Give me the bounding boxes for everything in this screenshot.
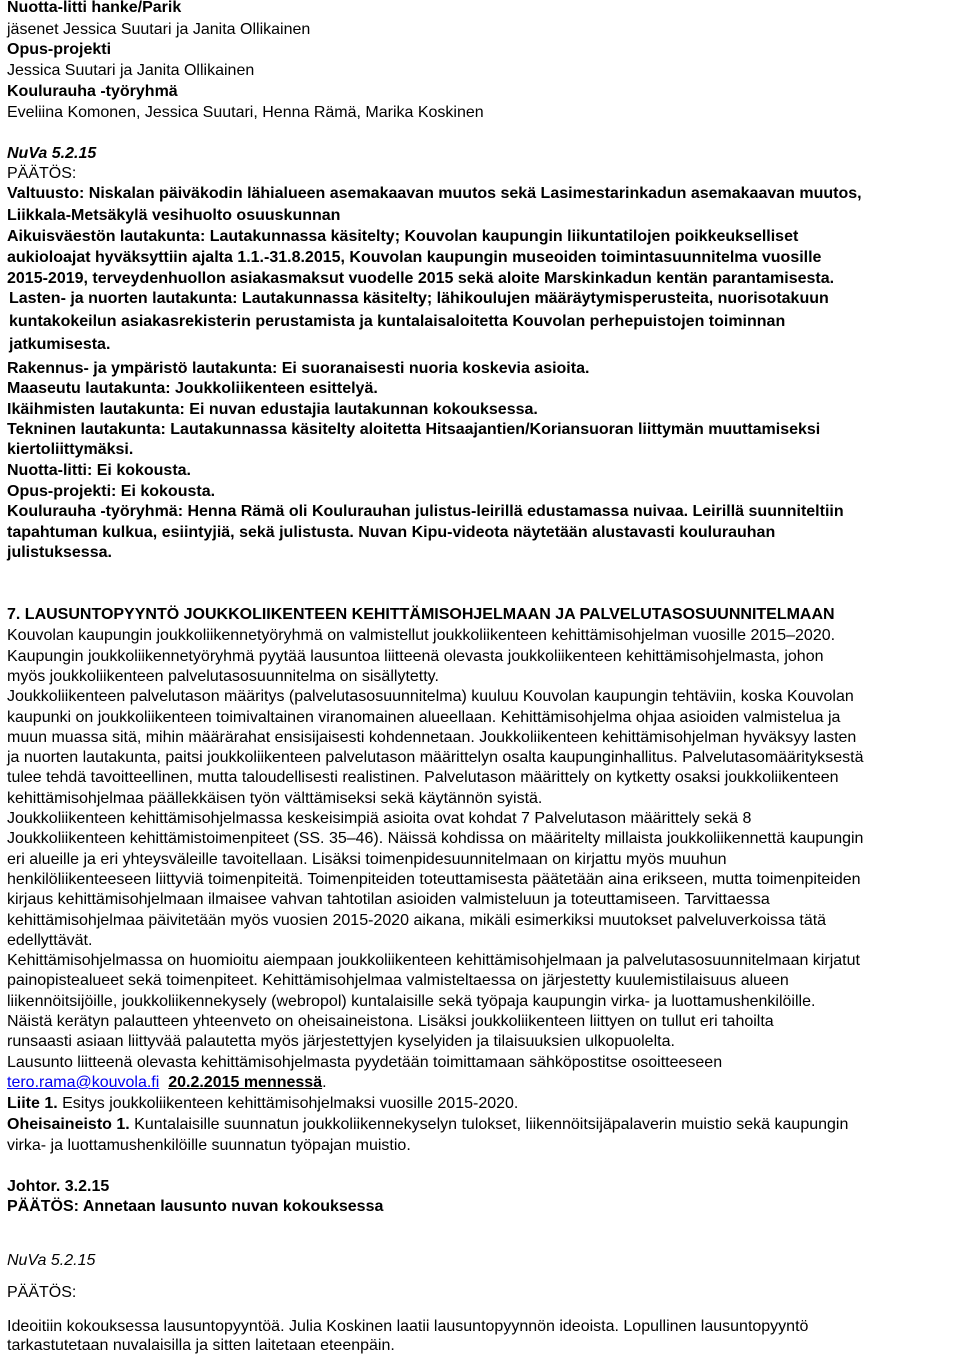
body-line: Näistä kerätyn palautteen yhteenveto on oheisaineistona. Lisäksi joukkoliikenteen liittyen on tullut eri tahoilta: [7, 1013, 774, 1030]
body-line: myös joukkoliikenteen palvelutasosuunnitelma on sisällytetty.: [7, 668, 439, 685]
supplement-text: Kuntalaisille suunnatun joukkoliikennekyselyn tulokset, liikennöitsijäpalaverin muistio sekä kaupungin: [129, 1116, 849, 1133]
body-line: tarkastutetaan nuvalaisilla ja sitten laitetaan eteenpäin.: [7, 1337, 395, 1354]
paatos-line: Koulurauha -työryhmä: Henna Rämä oli Koulurauhan julistus-leirillä edustamassa nuivaa. Leirillä suunniteltiin: [7, 503, 844, 520]
nuva-heading-2: NuVa 5.2.15: [7, 1252, 96, 1269]
body-line: Kaupungin joukkoliikennetyöryhmä pyytää lausuntoa liitteenä olevasta joukkoliikenteen kehittämisohjelmasta, johon: [7, 648, 824, 665]
body-line: Joukkoliikenteen kehittämistoimenpiteet (SS. 35–46). Näissä kohdissa on määritelty millaista joukkoliikennettä kaupungin: [7, 830, 864, 847]
body-line: edellyttävät.: [7, 932, 93, 949]
body-line: painopistealueet sekä toimenpiteet. Kehittämisohjelmaa valmisteltaessa on järjestetty kuulemistilaisuus alueen: [7, 972, 789, 989]
supplement-label: Oheisaineisto 1.: [7, 1116, 130, 1133]
supplement-line: [7, 1115, 848, 1135]
supplement-line-2: virka- ja luottamushenkilöille suunnatun työpajan muistio.: [7, 1137, 411, 1154]
attachment-line: [7, 1094, 518, 1114]
paatos-line: Ikäihmisten lautakunta: Ei nuvan edustajia lautakunnan kokouksessa.: [7, 401, 538, 418]
paatos-line: Maaseutu lautakunta: Joukkoliikenteen esittelyä.: [7, 380, 378, 397]
paatos-line: Nuotta-litti: Ei kokousta.: [7, 462, 191, 479]
body-line: Lausunto liitteenä olevasta kehittämisohjelmasta pyydetään toimittamaan sähköpostitse osoitteeseen: [7, 1054, 723, 1071]
attachment-label: Liite 1.: [7, 1095, 58, 1112]
johtor-decision: PÄÄTÖS: Annetaan lausunto nuvan kokouksessa: [7, 1198, 384, 1215]
paatos-label-2: PÄÄTÖS:: [7, 1284, 77, 1301]
body-line: kirjaus kehittämisohjelmaan ilmaisee vahvan tahtotilan asioiden valmisteluun ja toteuttamiseen. Tarvittaessa: [7, 891, 770, 908]
email-deadline-line: [7, 1073, 327, 1093]
deadline-end: .: [322, 1074, 327, 1091]
paatos-line: Tekninen lautakunta: Lautakunnassa käsitelty aloitetta Hitsaajantien/Koriansuoran liittymän muuttamiseksi: [7, 421, 821, 438]
group-title-koulurauha: Koulurauha -työryhmä: [7, 83, 178, 100]
johtor-heading: Johtor. 3.2.15: [7, 1178, 110, 1195]
paatos-line: Opus-projekti: Ei kokousta.: [7, 483, 216, 500]
body-line: kehittämisohjelmaa päivitetään myös vuosien 2015-2020 aikana, mikäli esimerkiksi muutokset palveluverkoissa tätä: [7, 912, 827, 929]
section-title: 7. LAUSUNTOPYYNTÖ JOUKKOLIIKENTEEN KEHITTÄMISOHJELMAAN JA PALVELUTASOSUUNNITELMAAN: [7, 606, 835, 623]
body-line: muun muassa sitä, mihin määrärahat ensisijaisesti kohdennetaan. Joukkoliikenteen kehittämisohjelman hyväksyy lasten: [7, 729, 857, 746]
paatos-line: kuntakokeilun asiakasrekisterin perustamista ja kuntalaisaloitetta Kouvolan perhepuistojen toiminnan: [9, 313, 786, 330]
group-title-nuotta: Nuotta-litti hanke/Parik: [7, 0, 182, 16]
deadline: 20.2.2015 mennessä: [168, 1074, 323, 1091]
body-line: henkilöliikenteeseen liittyviä toimenpiteitä. Toimenpiteiden toteuttamisesta päätetään aina erikseen, mutta toimenpiteiden: [7, 871, 861, 888]
group-title-opus: Opus-projekti: [7, 41, 112, 58]
body-line: runsaasti asiaan liittyvää palautetta myös järjestettyjen kyselyiden ja tilaisuuksien ulkopuolelta.: [7, 1033, 675, 1050]
paatos-line: kiertoliittymäksi.: [7, 441, 134, 458]
body-line: liikennöitsijöille, joukkoliikennekysely (webropol) kuntalaisille sekä työpaja kaupungin virka- ja luottamushenkilöille.: [7, 993, 816, 1010]
group-members-opus: Jessica Suutari ja Janita Ollikainen: [7, 62, 255, 79]
paatos-line: Liikkala-Metsäkylä vesihuolto osuuskunnan: [7, 207, 341, 224]
paatos-label: PÄÄTÖS:: [7, 165, 77, 182]
paatos-line: Valtuusto: Niskalan päiväkodin lähialueen asemakaavan muutos sekä Lasimestarinkadun asemakaavan muutos,: [7, 185, 862, 202]
nuva-heading: NuVa 5.2.15: [7, 145, 97, 162]
body-line: Joukkoliikenteen palvelutason määritys (palvelutasosuunnitelma) kuuluu Kouvolan kaupungin tehtäviin, koska Kouvolan: [7, 688, 854, 705]
paatos-line: tapahtuman kulkua, esiintyjiä, sekä julistusta. Nuvan Kipu-videota näytetään alustavasti koulurauhan: [7, 524, 776, 541]
paatos-line: aukioloajat hyväksyttiin ajalta 1.1.-31.8.2015, Kouvolan kaupungin museoiden toimintasuunnitelma vuosille: [7, 249, 822, 266]
group-members-nuotta: jäsenet Jessica Suutari ja Janita Ollikainen: [7, 21, 311, 38]
paatos-line: jatkumisesta.: [9, 336, 111, 353]
paatos-line: Aikuisväestön lautakunta: Lautakunnassa käsitelty; Kouvolan kaupungin liikuntatilojen poikkeukselliset: [7, 228, 799, 245]
group-members-koulurauha: Eveliina Komonen, Jessica Suutari, Henna Rämä, Marika Koskinen: [7, 104, 484, 121]
body-line: tulee tehdä tavoitteellinen, mutta taloudellisesti realistinen. Palvelutason määrittely on kytketty osaksi joukkoliikenteen: [7, 769, 839, 786]
body-line: Kouvolan kaupungin joukkoliikennetyöryhmä on valmistellut joukkoliikenteen kehittämisohjelman vuosille 2015–2020.: [7, 627, 836, 644]
paatos-line: Lasten- ja nuorten lautakunta: Lautakunnassa käsitelty; lähikoulujen määräytymisperusteita, nuorisotakuun: [9, 290, 829, 307]
body-line: kaupunki on joukkoliikenteen toimivaltainen viranomainen alueellaan. Kehittämisohjelma ohjaa asioiden valmistelua ja: [7, 709, 841, 726]
paatos-line: julistuksessa.: [7, 544, 112, 561]
body-line: Ideoitiin kokouksessa lausuntopyyntöä. Julia Koskinen laatii lausuntopyynnön ideoista. Lopullinen lausuntopyyntö: [7, 1318, 809, 1335]
attachment-text: Esitys joukkoliikenteen kehittämisohjelmaksi vuosille 2015-2020.: [57, 1095, 519, 1112]
paatos-line: Rakennus- ja ympäristö lautakunta: Ei suoranaisesti nuoria koskevia asioita.: [7, 360, 590, 377]
body-line: Joukkoliikenteen kehittämisohjelmassa keskeisimpiä asioita ovat kohdat 7 Palvelutason määrittely sekä 8: [7, 810, 752, 827]
body-line: Kehittämisohjelmassa on huomioitu aiempaan joukkoliikenteen kehittämisohjelmaan ja palvelutasosuunnitelmaan kirjatut: [7, 952, 860, 969]
paatos-line: 2015-2019, terveydenhuollon asiakasmaksut vuodelle 2015 sekä aloite Marskinkadun kentän parantamisesta.: [7, 270, 835, 287]
body-line: eri alueille ja eri yhteysväleille tavoitellaan. Lisäksi toimenpidesuunnitelmaan on kirjattu myös muuhun: [7, 851, 727, 868]
email-link[interactable]: tero.rama@kouvola.fi: [7, 1074, 160, 1091]
body-line: kehittämisohjelmaa päällekkäisen työn välttämiseksi sekä käytännön syistä.: [7, 790, 543, 807]
body-line: ja nuorten lautakunta, paitsi joukkoliikenteen palvelutason määrittelyn osalta kaupunginhallitus. Palvelutasomäärityksestä: [7, 749, 864, 766]
